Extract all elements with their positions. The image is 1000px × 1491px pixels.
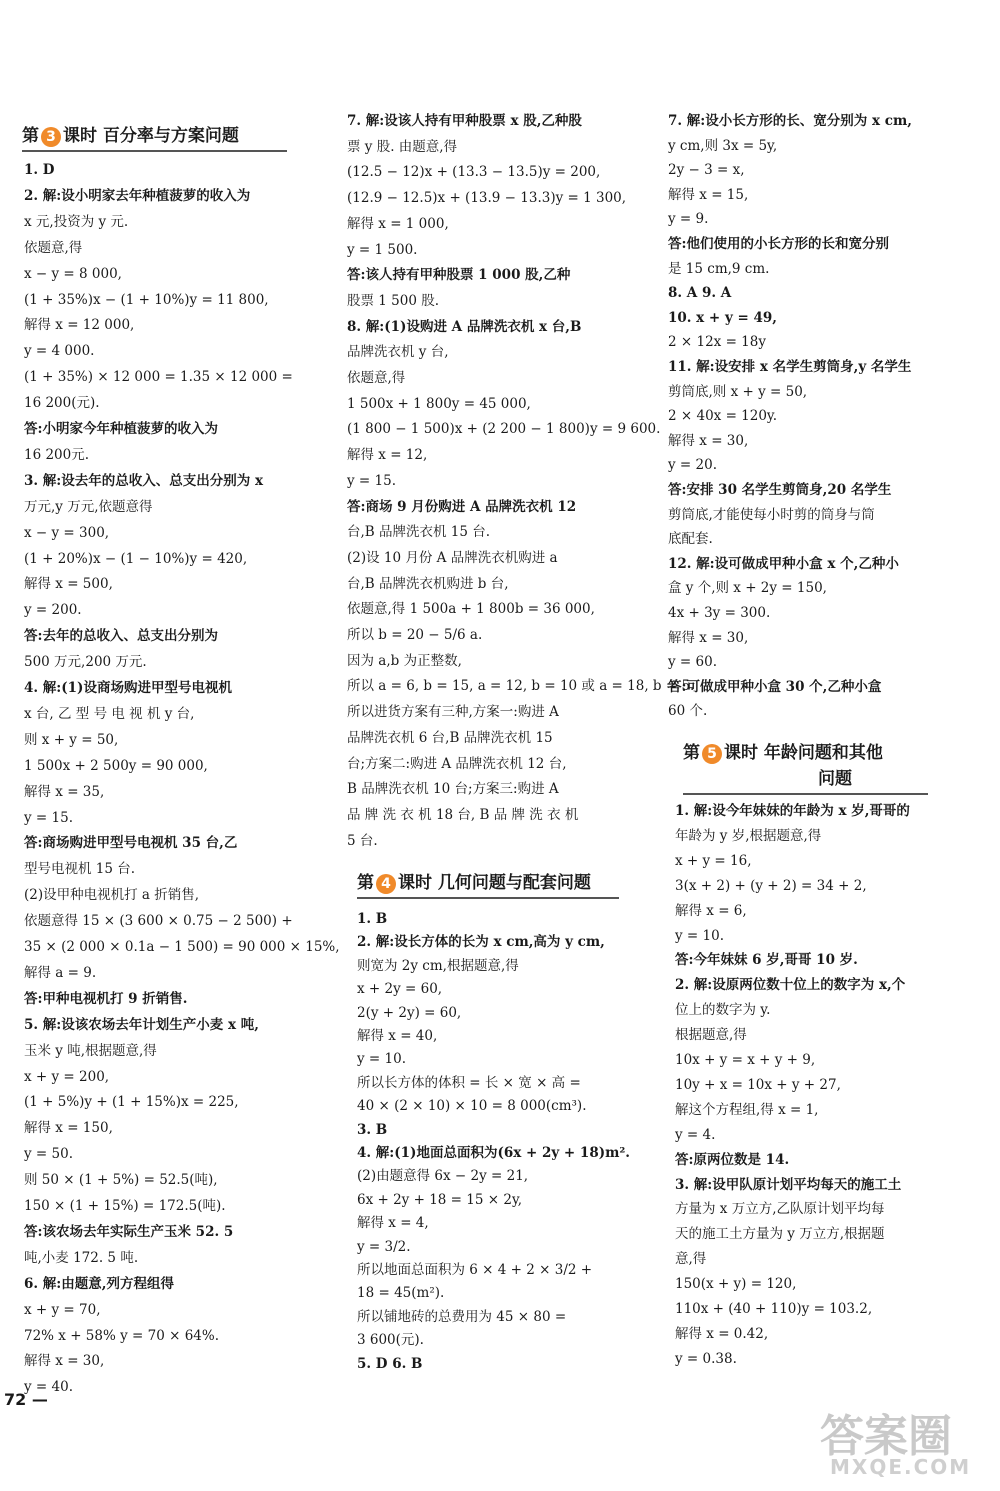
answer-line: 72% x + 58% y = 70 × 64%.	[24, 1327, 219, 1344]
answer-line: 台;方案二:购进 A 品牌洗衣机 12 台,	[347, 755, 567, 772]
answer-line: 4. 解:(1)设商场购进甲型号电视机	[24, 680, 232, 696]
answer-line: 解得 x = 1 000,	[347, 215, 449, 232]
answer-line: 答:可做成甲种小盒 30 个,乙种小盒	[668, 678, 882, 695]
answer-line: 解得 x = 4,	[357, 1215, 429, 1232]
answer-line: 解得 x = 30,	[668, 432, 749, 449]
answer-line: 所以地面总面积为 6 × 4 + 2 × 3/2 +	[357, 1262, 593, 1278]
answer-line: x − y = 8 000,	[24, 265, 122, 282]
answer-line: 150 × (1 + 15%) = 172.5(吨).	[24, 1198, 226, 1214]
answer-line: 2. 解:设小明家去年种植菠萝的收入为	[24, 187, 251, 204]
answer-line: 1. 解:设今年妹妹的年龄为 x 岁,哥哥的	[675, 803, 910, 819]
answer-line: 剪筒底,才能使每小时剪的筒身与筒	[668, 506, 875, 523]
answer-line: (1 + 35%) × 12 000 = 1.35 × 12 000 =	[24, 369, 293, 386]
answer-line: 所以 a = 6, b = 15, a = 12, b = 10 或 a = 18, b = 5.	[347, 678, 695, 695]
answer-line: 110x + (40 + 110)y = 103.2,	[675, 1301, 873, 1317]
answer-line: 依题意得 15 × (3 600 × 0.75 − 2 500) +	[24, 913, 293, 930]
answer-line: 16 200元.	[24, 446, 90, 463]
answer-line: 因为 a,b 为正整数,	[347, 652, 462, 669]
answer-line: x + y = 70,	[24, 1301, 101, 1318]
answer-line: 4x + 3y = 300.	[668, 605, 771, 621]
answer-line: y = 40.	[24, 1379, 73, 1396]
answer-line: 年龄为 y 岁,根据题意,得	[675, 827, 822, 844]
answer-line: 3. 解:设甲队原计划平均每天的施工土	[675, 1176, 902, 1193]
answer-line: 答:安排 30 名学生剪筒身,20 名学生	[668, 482, 892, 498]
answer-line: y = 1 500.	[347, 241, 418, 258]
answer-line: 依题意,得 1 500a + 1 800b = 36 000,	[347, 601, 595, 618]
section-title-5-line2: 问题	[818, 769, 852, 789]
answer-line: 则宽为 2y cm,根据题意,得	[357, 957, 519, 974]
answer-line: y cm,则 3x = 5y,	[668, 137, 778, 154]
answer-line: (2)设甲种电视机打 a 折销售,	[24, 887, 200, 904]
answer-line: 6x + 2y + 18 = 15 × 2y,	[357, 1191, 523, 1208]
answer-line: 2y − 3 = x,	[668, 162, 745, 179]
answer-line: (1 + 20%)x − (1 − 10%)y = 420,	[24, 550, 248, 567]
answer-line: 2(y + 2y) = 60,	[357, 1004, 462, 1021]
answer-line: x + y = 16,	[675, 852, 752, 869]
answer-line: 40 × (2 × 10) × 10 = 8 000(cm³).	[357, 1098, 587, 1115]
answer-line: 1 500x + 1 800y = 45 000,	[347, 395, 531, 412]
answer-line: 10x + y = x + y + 9,	[675, 1052, 816, 1068]
answer-line: 盒 y 个,则 x + 2y = 150,	[668, 580, 827, 597]
answer-line: 解得 x = 30,	[24, 1353, 105, 1370]
answer-line: 500 万元,200 万元.	[24, 654, 147, 671]
answer-line: y = 3/2.	[357, 1238, 411, 1255]
answer-line: y = 50.	[24, 1146, 73, 1163]
answer-line: 3. 解:设去年的总收入、总支出分别为 x	[24, 472, 264, 489]
answer-line: 依题意,得	[347, 370, 406, 386]
answer-line: x + y = 200,	[24, 1068, 110, 1085]
answer-line: 根据题意,得	[675, 1027, 747, 1044]
answer-line: x 元,投资为 y 元.	[24, 213, 129, 230]
answer-line: 剪筒底,则 x + y = 50,	[668, 383, 808, 400]
answer-line: 60 个.	[668, 703, 708, 720]
answer-line: 2 × 40x = 120y.	[668, 408, 778, 425]
answer-line: 35 × (2 000 × 0.1a − 1 500) = 90 000 × 15%,	[24, 939, 340, 955]
answer-line: 解得 x = 150,	[24, 1120, 113, 1137]
answer-line: 解得 x = 15,	[668, 186, 749, 203]
answer-line: 所以 b = 20 − 5/6 a.	[347, 627, 483, 643]
answer-line: 品牌洗衣机 6 台,B 品牌洗衣机 15	[347, 729, 553, 746]
page-number: 72 —	[4, 1390, 48, 1409]
answer-line: 11. 解:设安排 x 名学生剪筒身,y 名学生	[668, 359, 912, 375]
answer-line: 150(x + y) = 120,	[675, 1276, 797, 1293]
answer-line: 所以长方体的体积 = 长 × 宽 × 高 =	[357, 1074, 581, 1091]
answer-line: 解得 x = 12 000,	[24, 317, 135, 334]
answer-line: 答:小明家今年种植菠萝的收入为	[24, 421, 218, 437]
answer-line: (1 + 35%)x − (1 + 10%)y = 11 800,	[24, 291, 269, 308]
answer-line: y = 0.38.	[675, 1350, 737, 1367]
section-title-3: 第 3 课时 百分率与方案问题	[22, 126, 239, 146]
answer-line: y = 4.	[675, 1126, 716, 1143]
answer-line: 天的施工土方量为 y 万立方,根据题	[675, 1226, 885, 1243]
answer-line: (2)设 10 月份 A 品牌洗衣机购进 a	[347, 549, 558, 566]
answer-line: 10y + x = 10x + y + 27,	[675, 1076, 841, 1093]
answer-line: 依题意,得	[24, 239, 83, 256]
answer-line: 答:他们使用的小长方形的长和宽分别	[668, 236, 889, 252]
section-underline	[22, 150, 287, 152]
answer-line: 位上的数字为 y.	[675, 1002, 771, 1019]
answer-line: 则 50 × (1 + 5%) = 52.5(吨),	[24, 1172, 218, 1189]
answer-line: 4. 解:(1)地面总面积为(6x + 2y + 18)m².	[357, 1145, 631, 1161]
answer-line: 3(x + 2) + (y + 2) = 34 + 2,	[675, 877, 867, 894]
answer-line: 7. 解:设该人持有甲种股票 x 股,乙种股	[347, 113, 582, 129]
answer-line: 18 = 45(m²).	[357, 1285, 445, 1302]
answer-line: y = 200.	[24, 602, 82, 619]
answer-line: 股票 1 500 股.	[347, 292, 440, 309]
answer-line: 答:甲种电视机打 9 折销售.	[24, 990, 188, 1007]
answer-line: 答:去年的总收入、总支出分别为	[24, 628, 218, 645]
answer-line: 1 500x + 2 500y = 90 000,	[24, 757, 208, 774]
answer-line: 则 x + y = 50,	[24, 731, 119, 748]
answer-line: 解得 a = 9.	[24, 964, 97, 981]
answer-line: 品牌洗衣机 y 台,	[347, 344, 449, 361]
answer-line: 台,B 品牌洗衣机购进 b 台,	[347, 575, 509, 592]
section-title-5: 第 5 课时 年龄问题和其他	[683, 743, 883, 763]
answer-line: 2 × 12x = 18y	[668, 334, 766, 351]
answer-line: 6. 解:由题意,列方程组得	[24, 1275, 174, 1292]
answer-line: x + 2y = 60,	[357, 981, 443, 998]
watermark-url: MXQE.COM	[830, 1455, 972, 1479]
answer-line: 万元,y 万元,依题意得	[24, 498, 153, 515]
answer-line: 解得 x = 40,	[357, 1028, 438, 1044]
answer-line: 解得 x = 0.42,	[675, 1325, 769, 1342]
answer-line: 所以铺地砖的总费用为 45 × 80 =	[357, 1308, 567, 1325]
answer-line: 解得 x = 30,	[668, 629, 749, 646]
answer-line: (1 + 5%)y + (1 + 15%)x = 225,	[24, 1094, 239, 1111]
answer-line: x 台, 乙 型 号 电 视 机 y 台,	[24, 705, 195, 722]
answer-line: y = 15.	[24, 809, 73, 826]
answer-line: y = 10.	[357, 1051, 406, 1068]
answer-line: 8. A 9. A	[668, 285, 732, 302]
section-title-4: 第 4 课时 几何问题与配套问题	[357, 873, 591, 893]
answer-line: 2. 解:设原两位数十位上的数字为 x,个	[675, 977, 906, 994]
answer-line: 16 200(元).	[24, 395, 100, 412]
answer-line: 5 台.	[347, 832, 378, 849]
answer-line: 解得 x = 12,	[347, 447, 428, 464]
answer-line: y = 10.	[675, 927, 724, 944]
answer-line: 答:原两位数是 14.	[675, 1151, 790, 1168]
answer-line: 1. D	[24, 162, 55, 178]
answer-line: y = 9.	[668, 211, 709, 228]
answer-line: 12. 解:设可做成甲种小盒 x 个,乙种小	[668, 555, 899, 572]
answer-line: (1 800 − 1 500)x + (2 200 − 1 800)y = 9 600.	[347, 421, 661, 438]
answer-line: 答:商场 9 月份购进 A 品牌洗衣机 12	[347, 498, 577, 515]
answer-line: 票 y 股. 由题意,得	[347, 138, 458, 155]
answer-line: 5. 解:设该农场去年计划生产小麦 x 吨,	[24, 1016, 259, 1033]
answer-line: 7. 解:设小长方形的长、宽分别为 x cm,	[668, 113, 912, 129]
answer-line: y = 4 000.	[24, 343, 95, 360]
answer-line: 解得 x = 500,	[24, 576, 113, 593]
section-underline	[683, 793, 928, 795]
answer-line: 2. 解:设长方体的长为 x cm,高为 y cm,	[357, 934, 605, 951]
answer-line: 方量为 x 万立方,乙队原计划平均每	[675, 1201, 885, 1218]
answer-line: 品 牌 洗 衣 机 18 台, B 品 牌 洗 衣 机	[347, 806, 579, 823]
section-underline	[357, 897, 619, 899]
answer-line: 意,得	[675, 1251, 707, 1268]
answer-line: (2)由题意得 6x − 2y = 21,	[357, 1168, 529, 1185]
answer-line: 5. D 6. B	[357, 1355, 423, 1372]
answer-line: y = 20.	[668, 457, 717, 474]
answer-line: 底配套.	[668, 531, 713, 548]
answer-line: (12.5 − 12)x + (13.3 − 13.5)y = 200,	[347, 164, 601, 181]
answer-line: 玉米 y 吨,根据题意,得	[24, 1042, 157, 1059]
answer-line: 答:今年妹妹 6 岁,哥哥 10 岁.	[675, 952, 858, 969]
answer-line: 型号电视机 15 台.	[24, 861, 136, 878]
answer-line: 解这个方程组,得 x = 1,	[675, 1101, 819, 1118]
answer-line: 吨,小麦 172. 5 吨.	[24, 1249, 139, 1266]
answer-line: 1. B	[357, 911, 388, 927]
answer-line: 是 15 cm,9 cm.	[668, 260, 770, 277]
answer-line: 10. x + y = 49,	[668, 309, 777, 326]
answer-line: 答:商场购进甲型号电视机 35 台,乙	[24, 835, 238, 852]
answer-line: y = 60.	[668, 654, 717, 671]
answer-line: 台,B 品牌洗衣机 15 台.	[347, 524, 491, 541]
answer-line: 所以进货方案有三种,方案一:购进 A	[347, 704, 559, 721]
answer-line: B 品牌洗衣机 10 台;方案三:购进 A	[347, 781, 559, 798]
answer-line: 3 600(元).	[357, 1332, 424, 1349]
answer-line: 3. B	[357, 1121, 388, 1138]
answer-line: 解得 x = 35,	[24, 783, 105, 800]
answer-line: 8. 解:(1)设购进 A 品牌洗衣机 x 台,B	[347, 318, 582, 335]
answer-line: (12.9 − 12.5)x + (13.9 − 13.3)y = 1 300,	[347, 190, 627, 207]
answer-line: 答:该人持有甲种股票 1 000 股,乙种	[347, 267, 571, 284]
watermark-logo: 答案圈	[820, 1411, 952, 1462]
answer-line: y = 15.	[347, 472, 396, 489]
answer-line: x − y = 300,	[24, 524, 110, 541]
answer-line: 答:该农场去年实际生产玉米 52. 5	[24, 1223, 234, 1240]
answer-line: 解得 x = 6,	[675, 902, 747, 919]
